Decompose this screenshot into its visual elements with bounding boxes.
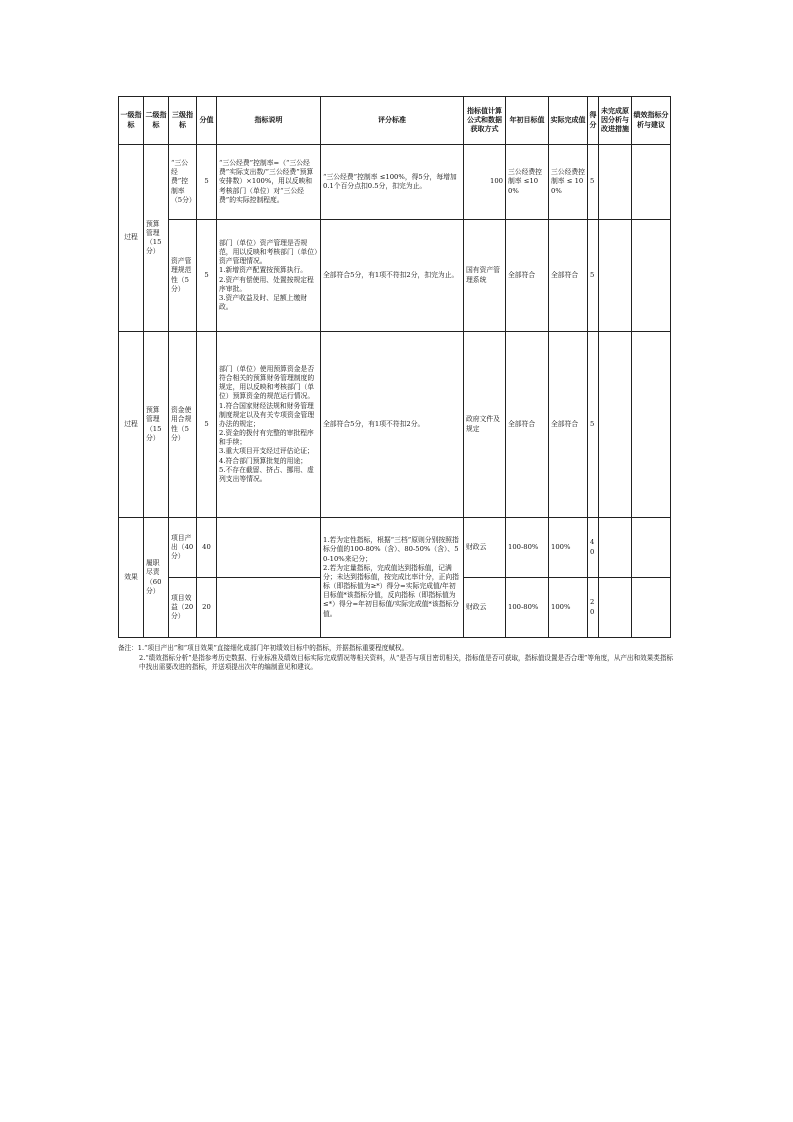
actual-cell: 100% <box>549 578 588 638</box>
level3-cell: 资产管理规范性（5分） <box>169 220 197 332</box>
reason-cell <box>599 578 632 638</box>
reason-cell <box>599 145 632 220</box>
actual-cell: 全部符合 <box>549 220 588 332</box>
reason-cell <box>599 220 632 332</box>
reason-cell <box>599 332 632 518</box>
formula-cell: 财政云 <box>464 518 506 578</box>
advice-cell <box>632 332 671 518</box>
performance-table <box>118 96 671 638</box>
description-cell: “三公经费”控制率=（“三公经费”实际支出数/“三公经费”预算安排数）×100%，用以反映和考核部门（单位）对“三公经费”的实际控制程度。 <box>217 145 321 220</box>
formula-cell: 100 <box>464 145 506 220</box>
got-cell: 40 <box>588 518 599 578</box>
level2-cell: 预算管理（15分） <box>144 332 169 518</box>
table-row <box>119 332 671 518</box>
score-cell: 20 <box>197 578 217 638</box>
header-actual: 实际完成值 <box>549 97 588 145</box>
formula-cell: 财政云 <box>464 578 506 638</box>
level2-cell: 预算管理（15分） <box>144 145 169 332</box>
criteria-cell: “三公经费”控制率 ≤100%，得5分，每增加0.1个百分点扣0.5分，扣完为止。 <box>321 145 464 220</box>
advice-cell <box>632 518 671 578</box>
target-cell: 100-80% <box>506 578 549 638</box>
table-row <box>119 220 671 332</box>
advice-cell <box>632 220 671 332</box>
criteria-cell: 全部符合5分，有1项不符扣2分。 <box>321 332 464 518</box>
actual-cell: 全部符合 <box>549 332 588 518</box>
level1-cell: 过程 <box>119 332 144 518</box>
criteria-cell: 全部符合5分，有1项不符扣2分，扣完为止。 <box>321 220 464 332</box>
formula-cell: 政府文件及规定 <box>464 332 506 518</box>
header-level1: 一级指标 <box>119 97 144 145</box>
criteria-cell: 1.若为定性指标，根据“三档”原则分别按照指标分值的100-80%（含）、80-50%（含）、50-10%来记分； 2.若为定量指标，完成值达到指标值，记满分；未达到指标值，按完成比率计分，正向指标（即指标值为≥*）得分=实际完成值/年初目标值*该指标分值，反向指标（即指标值为≤*）得分=年初目标值/实际完成值*该指标分值。 <box>321 518 464 638</box>
header-level2: 二级指标 <box>144 97 169 145</box>
advice-cell <box>632 145 671 220</box>
got-cell: 5 <box>588 220 599 332</box>
actual-cell: 100% <box>549 518 588 578</box>
table-row <box>119 518 671 578</box>
formula-cell: 国有资产管理系统 <box>464 220 506 332</box>
header-level3: 三级指标 <box>169 97 197 145</box>
advice-cell <box>632 578 671 638</box>
target-cell: 全部符合 <box>506 332 549 518</box>
level3-cell: 项目产出（40分） <box>169 518 197 578</box>
description-cell <box>217 578 321 638</box>
score-cell: 40 <box>197 518 217 578</box>
header-row <box>119 97 671 145</box>
level3-cell: 项目效益（20分） <box>169 578 197 638</box>
table-row <box>119 145 671 220</box>
description-cell <box>217 518 321 578</box>
got-cell: 5 <box>588 145 599 220</box>
header-advice: 绩效指标分析与建议 <box>632 97 671 145</box>
level1-cell: 过程 <box>119 145 144 332</box>
header-criteria: 评分标准 <box>321 97 464 145</box>
level1-cell: 效果 <box>119 518 144 638</box>
performance-table-sheet <box>118 96 671 638</box>
description-cell: 部门（单位）使用预算资金是否符合相关的预算财务管理制度的规定，用以反映和考核部门（单位）预算资金的规范运行情况。 1.符合国家财经法规和财务管理制度规定以及有关专项资金管理办法的规定； 2.资金的拨付有完整的审批程序和手续； 3.重大项目开支经过评估论证； 4.符合部门预算批复的用途； 5.不存在截留、挤占、挪用、虚列支出等情况。 <box>217 332 321 518</box>
target-cell: 三公经费控制率 ≤100% <box>506 145 549 220</box>
header-description: 指标说明 <box>217 97 321 145</box>
score-cell: 5 <box>197 332 217 518</box>
score-cell: 5 <box>197 145 217 220</box>
header-score: 分值 <box>197 97 217 145</box>
note-1: 备注：1.“项目产出”和“项目效果”直接细化成部门年初绩效目标中的指标，并据指标重要程度赋权。 <box>118 644 409 652</box>
header-target: 年初目标值 <box>506 97 549 145</box>
header-got: 得分 <box>588 97 599 145</box>
actual-cell: 三公经费控制率 ≤ 100% <box>549 145 588 220</box>
note-2: 2.“绩效指标分析”是指参考历史数据、行业标准及绩效目标实际完成情况等相关资料，从“是否与项目密切相关，指标值是否可获取，指标值设置是否合理”等角度，从产出和效果类指标中找出需要改进的指标，并送项提出次年的编制意见和建议。 <box>139 653 674 672</box>
level3-cell: 资金使用合规性（5分） <box>169 332 197 518</box>
notes <box>118 644 678 673</box>
description-cell: 部门（单位）资产管理是否规范，用以反映和考核部门（单位）资产管理情况。 1.新增资产配置按预算执行。 2.资产有偿使用、处置按规定程序审批。 3.资产收益及时、足额上缴财政。 <box>217 220 321 332</box>
target-cell: 100-80% <box>506 518 549 578</box>
reason-cell <box>599 518 632 578</box>
header-reason: 未完成原因分析与改进措施 <box>599 97 632 145</box>
got-cell: 5 <box>588 332 599 518</box>
level2-cell: 履职尽责（60分） <box>144 518 169 638</box>
score-cell: 5 <box>197 220 217 332</box>
header-formula: 指标值计算公式和数据获取方式 <box>464 97 506 145</box>
target-cell: 全部符合 <box>506 220 549 332</box>
level3-cell: “三公经费”控制率（5分） <box>169 145 197 220</box>
got-cell: 20 <box>588 578 599 638</box>
